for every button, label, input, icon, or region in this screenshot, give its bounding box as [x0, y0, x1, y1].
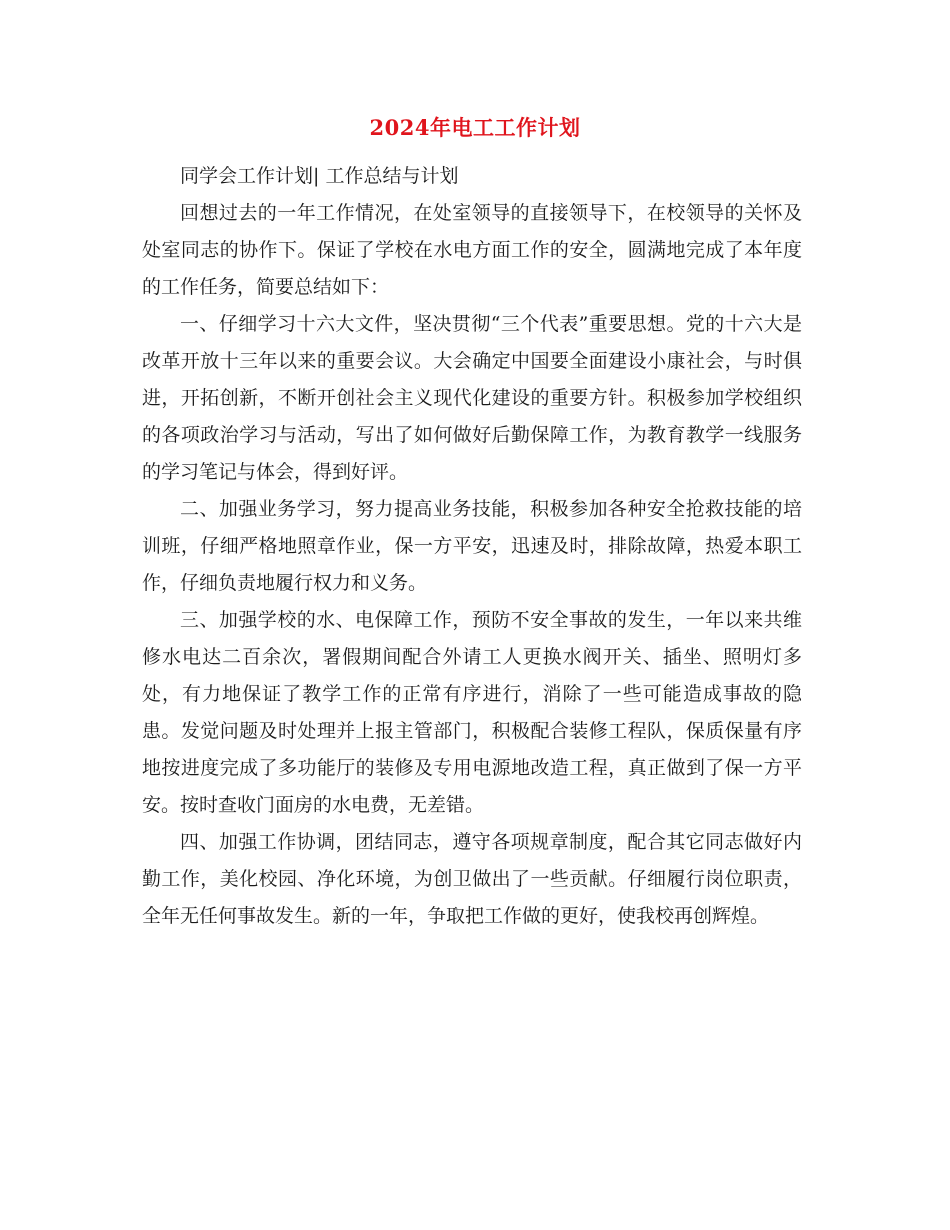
document-title: 2024年电工工作计划 — [369, 115, 581, 140]
paragraph-four: 四、加强工作协调，团结同志，遵守各项规章制度，配合其它同志做好内勤工作，美化校园、净化环境，为创卫做出了一些贡献。仔细履行岗位职责，全年无任何事故发生。新的一年，争取把工作做的更好，使我校再创辉煌。 — [142, 831, 802, 927]
paragraph-three: 三、加强学校的水、电保障工作，预防不安全事故的发生，一年以来共维修水电达二百余次，署假期间配合外请工人更换水阀开关、插坐、照明灯多处，有力地保证了教学工作的正常有序进行，消除了一些可能造成事故的隐患。发觉问题及时处理并上报主管部门，积极配合装修工程队，保质保量有序地按进度完成了多功能厅的装修及专用电源地改造工程，真正做到了保一方平安。按时查收门面房的水电费，无差错。 — [142, 609, 802, 816]
paragraph-intro: 回想过去的一年工作情况，在处室领导的直接领导下，在校领导的关怀及处室同志的协作下。保证了学校在水电方面工作的安全，圆满地完成了本年度的工作任务，简要总结如下： — [142, 202, 802, 298]
document-body — [142, 158, 802, 935]
paragraph-two: 二、加强业务学习，努力提高业务技能，积极参加各种安全抢救技能的培训班，仔细严格地照章作业，保一方平安，迅速及时，排除故障，热爱本职工作，仔细负责地履行权力和义务。 — [142, 498, 802, 594]
subtitle-line: 同学会工作计划| 工作总结与计划 — [180, 165, 459, 187]
paragraph-one: 一、仔细学习十六大文件，坚决贯彻“三个代表”重要思想。党的十六大是改革开放十三年以来的重要会议。大会确定中国要全面建设小康社会，与时俱进，开拓创新，不断开创社会主义现代化建设的重要方针。积极参加学校组织的各项政治学习与活动，写出了如何做好后勤保障工作，为教育教学一线服务的学习笔记与体会，得到好评。 — [142, 313, 802, 483]
